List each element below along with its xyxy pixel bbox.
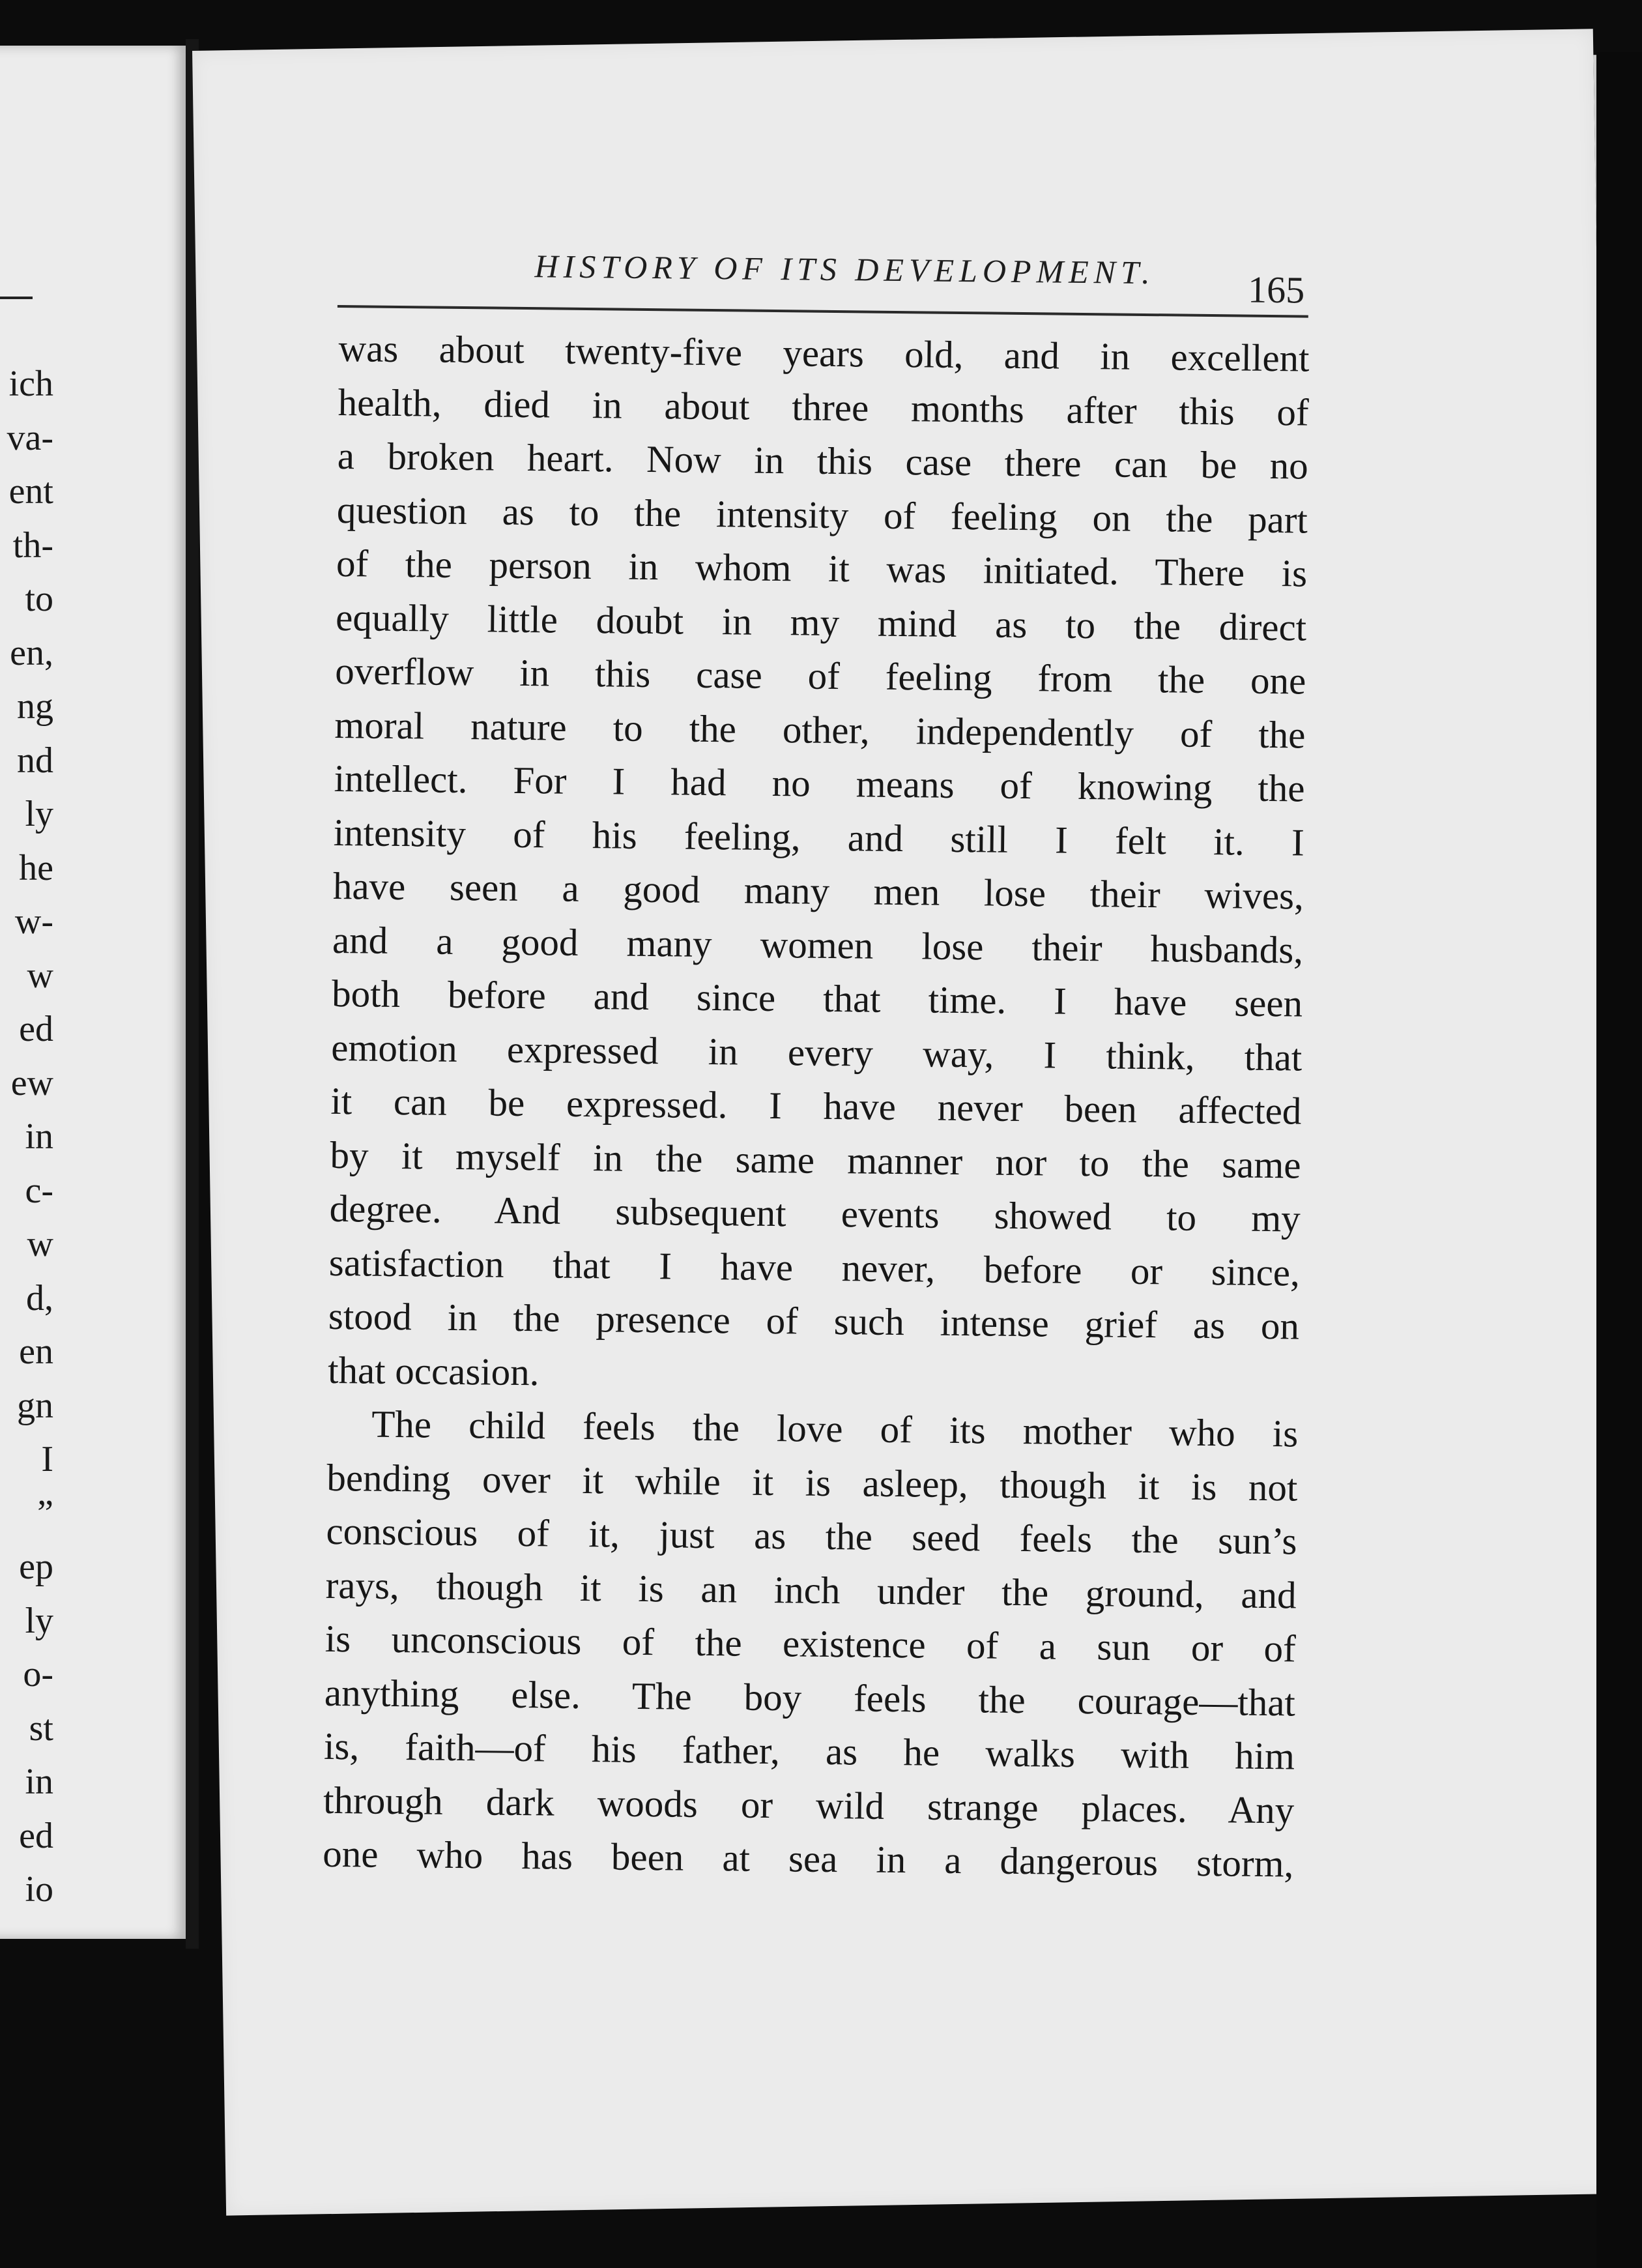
text-line: degree. And subsequent events showed to my <box>329 1186 1301 1240</box>
left-line-fragment: w- <box>14 901 53 942</box>
running-title: HISTORY OF ITS DEVELOPMENT. <box>534 248 1155 291</box>
left-line-fragment: in <box>25 1762 53 1802</box>
text-line: was about twenty-five years old, and in excellent <box>338 326 1310 380</box>
left-line-fragment: ed <box>19 1009 53 1049</box>
body-text <box>323 321 1310 1891</box>
left-line-fragment: I <box>41 1439 53 1479</box>
left-line-fragment: ly <box>25 1600 53 1641</box>
text-line: rays, though it is an inch under the ground, and <box>325 1563 1297 1616</box>
text-line: overflow in this case of feeling from the one <box>335 648 1306 703</box>
text-line: that occasion. <box>327 1348 540 1393</box>
text-line: The child feels the love of its mother who is <box>371 1402 1299 1455</box>
left-line-fragment: ew <box>10 1062 53 1103</box>
text-line: equally little doubt in my mind as to the direct <box>335 595 1307 649</box>
left-line-fragment: gn <box>17 1385 53 1426</box>
left-line-fragment: ed <box>19 1815 53 1856</box>
left-line-fragment: io <box>25 1869 53 1910</box>
left-line-fragment: w <box>27 1224 53 1264</box>
text-line: question as to the intensity of feeling on the part <box>336 487 1308 542</box>
left-line-fragment: ” <box>37 1492 53 1534</box>
text-line: and a good many women lose their husbands, <box>332 918 1304 972</box>
text-line: conscious of it, just as the seed feels the sun’s <box>326 1509 1297 1563</box>
left-line-fragment: to <box>25 579 53 619</box>
running-head <box>338 175 1310 315</box>
left-line-fragment: en, <box>10 632 53 673</box>
text-line: through dark woods or wild strange places. Any <box>323 1778 1295 1831</box>
text-line: health, died in about three months after this of <box>338 380 1309 434</box>
left-line-fragment: o- <box>23 1654 53 1694</box>
left-line-fragment: st <box>29 1708 53 1749</box>
text-line: bending over it while it is asleep, though it is not <box>326 1455 1298 1509</box>
paragraph <box>323 1397 1299 1891</box>
text-line: is unconscious of the existence of a sun or of <box>324 1616 1297 1670</box>
text-line: is, faith—of his father, as he walks with him <box>323 1724 1295 1778</box>
left-line-fragment: en <box>19 1331 53 1372</box>
left-line-fragment: va- <box>7 417 53 458</box>
left-line-fragment: ent <box>8 471 53 512</box>
left-line-fragment: ng <box>17 686 53 727</box>
left-page-rule <box>0 297 33 299</box>
text-line: by it myself in the same manner nor to the same <box>330 1133 1301 1187</box>
left-page-text <box>0 357 53 1917</box>
text-line: stood in the presence of such intense grief as on <box>328 1294 1300 1348</box>
left-line-fragment: c- <box>25 1170 53 1211</box>
left-line-fragment: in <box>25 1116 53 1157</box>
left-page <box>0 46 186 1939</box>
text-line: emotion expressed in every way, I think, that <box>330 1025 1303 1079</box>
left-line-fragment: ly <box>25 794 53 834</box>
text-line: both before and since that time. I have seen <box>331 971 1303 1025</box>
left-line-fragment: nd <box>17 740 53 781</box>
scan-edge <box>1596 52 1642 2268</box>
left-line-fragment: ep <box>19 1547 53 1587</box>
text-line: have seen a good many men lose their wives, <box>332 864 1304 918</box>
text-line: one who has been at sea in a dangerous storm, <box>323 1831 1294 1885</box>
left-line-fragment: ich <box>8 364 53 404</box>
left-line-fragment: he <box>19 847 53 888</box>
left-line-fragment: w <box>27 955 53 996</box>
page-number: 165 <box>1247 268 1305 312</box>
text-line: anything else. The boy feels the courage—that <box>324 1670 1296 1724</box>
text-line: moral nature to the other, independently of the <box>334 703 1306 757</box>
left-line-fragment: d, <box>26 1277 53 1318</box>
text-line: intellect. For I had no means of knowing the <box>334 756 1305 810</box>
text-line: it can be expressed. I have never been affected <box>330 1079 1302 1133</box>
text-line: intensity of his feeling, and still I felt it. I <box>333 810 1305 864</box>
text-line: of the person in whom it was initiated. There is <box>336 541 1308 595</box>
text-line: satisfaction that I have never, before or since, <box>328 1240 1301 1294</box>
left-line-fragment: th- <box>12 525 53 566</box>
text-line: a broken heart. Now in this case there can be no <box>337 433 1309 487</box>
paragraph <box>328 321 1310 1407</box>
